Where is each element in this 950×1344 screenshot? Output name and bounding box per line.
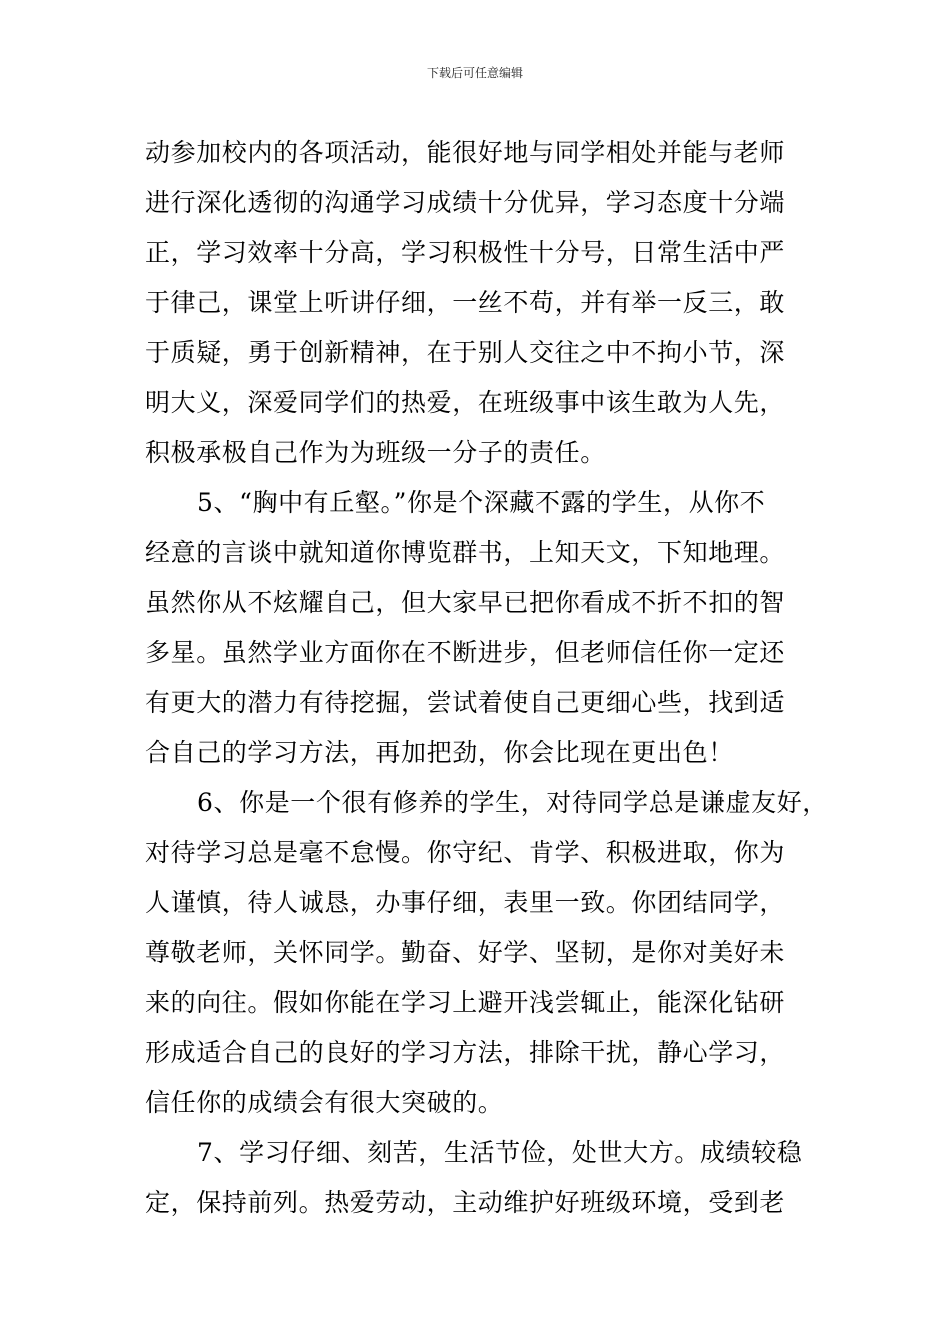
text-line: 动参加校内的各项活动，能很好地与同学相处并能与老师 bbox=[145, 138, 786, 167]
text-line: 明大义，深爱同学们的热爱，在班级事中该生敢为人先， bbox=[145, 388, 786, 417]
document-body bbox=[145, 128, 828, 1228]
page-header: 下载后可任意编辑 bbox=[426, 66, 523, 80]
text-line: 合自己的学习方法，再加把劲，你会比现在更出色！ bbox=[145, 738, 734, 767]
paragraph-7-start: 7、学习仔细、刻苦，生活节俭，处世大方。成绩较稳 bbox=[197, 1138, 803, 1167]
text-line: 来的向往。假如你能在学习上避开浅尝辄止，能深化钻研 bbox=[145, 988, 786, 1017]
text-line: 对待学习总是毫不怠慢。你守纪、肯学、积极进取，你为 bbox=[145, 838, 786, 867]
text-line: 积极承极自己作为为班级一分子的责任。 bbox=[145, 438, 606, 467]
text-line: 于律己，课堂上听讲仔细，一丝不苟，并有举一反三，敢 bbox=[145, 288, 786, 317]
paragraph-6-start: 6、你是一个很有修养的学生，对待同学总是谦虚友好， bbox=[197, 788, 828, 817]
text-line: 信任你的成绩会有很大突破的。 bbox=[145, 1088, 504, 1117]
text-line: 于质疑，勇于创新精神，在于别人交往之中不拘小节，深 bbox=[145, 338, 786, 367]
text-line: 尊敬老师，关怀同学。勤奋、好学、坚韧，是你对美好未 bbox=[145, 938, 786, 967]
text-line: 形成适合自己的良好的学习方法，排除干扰，静心学习， bbox=[145, 1038, 786, 1067]
text-line: 定，保持前列。热爱劳动，主动维护好班级环境，受到老 bbox=[145, 1188, 786, 1217]
text-line: 进行深化透彻的沟通学习成绩十分优异，学习态度十分端 bbox=[145, 188, 786, 217]
paragraph-5-start: 5、“胸中有丘壑。”你是个深藏不露的学生，从你不 bbox=[197, 488, 766, 517]
text-line: 人谨慎，待人诚恳，办事仔细，表里一致。你团结同学， bbox=[145, 888, 786, 917]
text-line: 正，学习效率十分高，学习积极性十分号，日常生活中严 bbox=[145, 238, 786, 267]
text-line: 虽然你从不炫耀自己，但大家早已把你看成不折不扣的智 bbox=[145, 588, 786, 617]
text-line: 有更大的潜力有待挖掘，尝试着使自己更细心些，找到适 bbox=[145, 688, 786, 717]
text-line: 经意的言谈中就知道你博览群书，上知天文，下知地理。 bbox=[145, 538, 786, 567]
text-line: 多星。虽然学业方面你在不断进步，但老师信任你一定还 bbox=[145, 638, 786, 667]
